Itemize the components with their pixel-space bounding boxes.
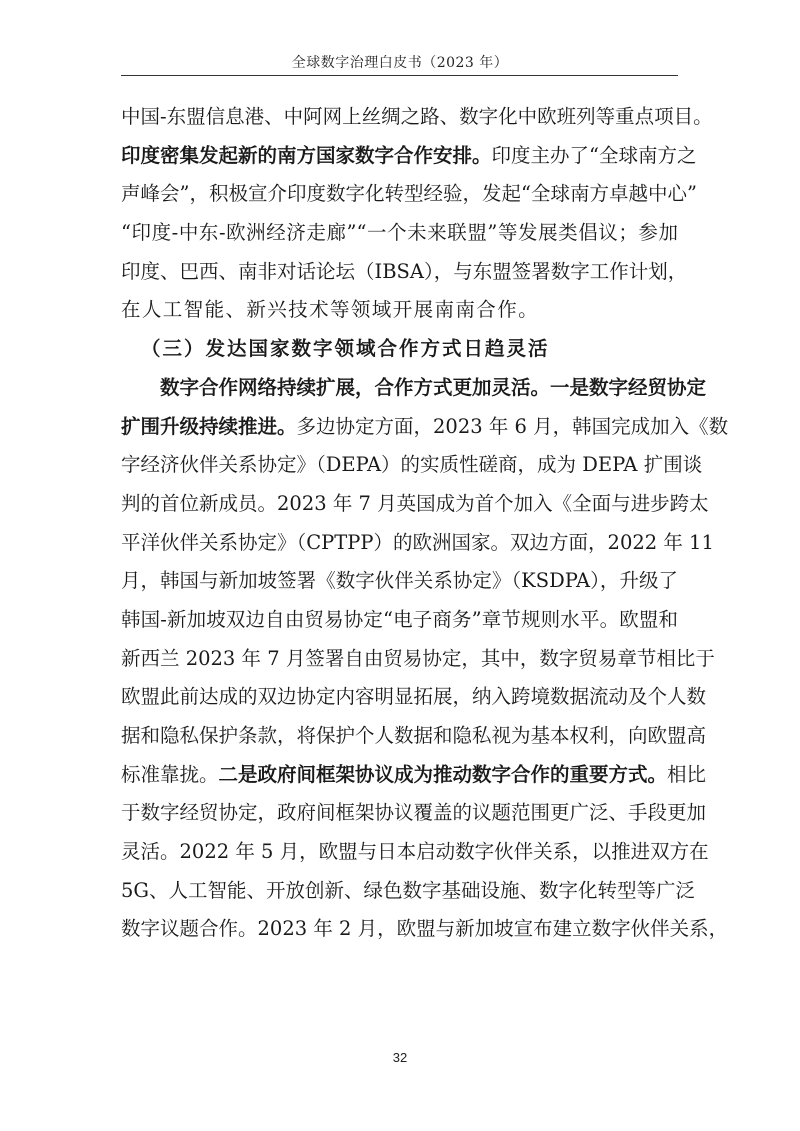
text-run: 字经济伙伴关系协定》（DEPA）的实质性磋商，成为 DEPA 扩围谈 bbox=[121, 453, 703, 477]
paragraph-line bbox=[121, 678, 707, 717]
paragraph-line bbox=[121, 98, 713, 137]
text-run: 欧盟此前达成的双边协定内容明显拓展，纳入跨境数据流动及个人数 bbox=[121, 685, 707, 709]
text-run: 韩国-新加坡双边自由贸易协定“电子商务”章节规则水平。欧盟和 bbox=[121, 607, 678, 631]
paragraph-line bbox=[121, 291, 678, 330]
body-text bbox=[121, 98, 729, 949]
paragraph-line bbox=[121, 562, 678, 601]
paragraph-line bbox=[121, 408, 729, 447]
bold-lead: 数字合作网络持续扩展，合作方式更加灵活。一是数字经贸协定 bbox=[160, 375, 707, 399]
text-run: 印度主办了“全球南方之 bbox=[491, 143, 697, 167]
text-run: 中国-东盟信息港、中阿网上丝绸之路、数字化中欧班列等重点项目。 bbox=[121, 105, 713, 128]
paragraph-line bbox=[121, 369, 707, 408]
paragraph-line bbox=[121, 910, 729, 949]
paragraph-line bbox=[121, 640, 715, 679]
text-run: 多边协定方面，2023 年 6 月，韩国完成加入《数 bbox=[296, 414, 729, 438]
paragraph-line bbox=[121, 253, 688, 292]
text-run: 新西兰 2023 年 7 月签署自由贸易协定，其中，数字贸易章节相比于 bbox=[121, 646, 715, 670]
text-run: 5G、人工智能、开放创新、绿色数字基础设施、数字化转型等广泛 bbox=[121, 878, 695, 902]
paragraph-line bbox=[121, 175, 697, 214]
bold-lead: 二是政府间框架协议成为推动数字合作的重要方式。 bbox=[218, 762, 668, 786]
paragraph-line bbox=[121, 137, 697, 176]
paragraph-line bbox=[121, 446, 703, 485]
text-run: 数字议题合作。2023 年 2 月，欧盟与新加坡宣布建立数字伙伴关系， bbox=[121, 917, 729, 941]
header-rule bbox=[121, 75, 678, 76]
section-heading: （三）发达国家数字领域合作方式日趋灵活 bbox=[141, 337, 550, 361]
paragraph-line bbox=[121, 756, 707, 795]
text-run: 在人工智能、新兴技术等领域开展南南合作。 bbox=[121, 298, 540, 322]
text-run: 印度、巴西、南非对话论坛（IBSA），与东盟签署数字工作计划， bbox=[121, 259, 688, 283]
text-run: 平洋伙伴关系协定》（CPTPP）的欧洲国家。双边方面，2022 年 11 bbox=[121, 530, 714, 554]
paragraph-line bbox=[121, 794, 707, 833]
text-run: 据和隐私保护条款，将保护个人数据和隐私视为基本权利，向欧盟高 bbox=[121, 724, 707, 747]
text-run: 月，韩国与新加坡签署《数字伙伴关系协定》（KSDPA），升级了 bbox=[121, 569, 678, 593]
paragraph-line bbox=[121, 601, 678, 640]
text-run: 声峰会”，积极宣介印度数字化转型经验，发起“全球南方卓越中心” bbox=[121, 182, 697, 206]
bold-lead: 印度密集发起新的南方国家数字合作安排。 bbox=[121, 143, 492, 167]
text-run: 标准靠拢。 bbox=[121, 762, 219, 786]
paragraph-line bbox=[121, 833, 709, 872]
text-run: 灵活。2022 年 5 月，欧盟与日本启动数字伙伴关系，以推进双方在 bbox=[121, 840, 709, 864]
paragraph-line bbox=[121, 524, 714, 563]
bold-lead: 扩围升级持续推进。 bbox=[121, 414, 297, 438]
running-header: 全球数字治理白皮书（2023 年） bbox=[291, 55, 509, 71]
paragraph-line bbox=[121, 872, 695, 911]
paragraph-line bbox=[121, 214, 678, 253]
text-run: “印度-中东-欧洲经济走廊”“一个未来联盟”等发展类倡议；参加 bbox=[121, 221, 678, 245]
text-run: 相比 bbox=[667, 762, 707, 786]
paragraph-line bbox=[121, 717, 707, 756]
text-run: 判的首位新成员。2023 年 7 月英国成为首个加入《全面与进步跨太 bbox=[121, 491, 709, 515]
page-number: 32 bbox=[392, 1050, 408, 1065]
paragraph-line bbox=[121, 485, 709, 524]
text-run: 于数字经贸协定，政府间框架协议覆盖的议题范围更广泛、手段更加 bbox=[121, 801, 707, 825]
